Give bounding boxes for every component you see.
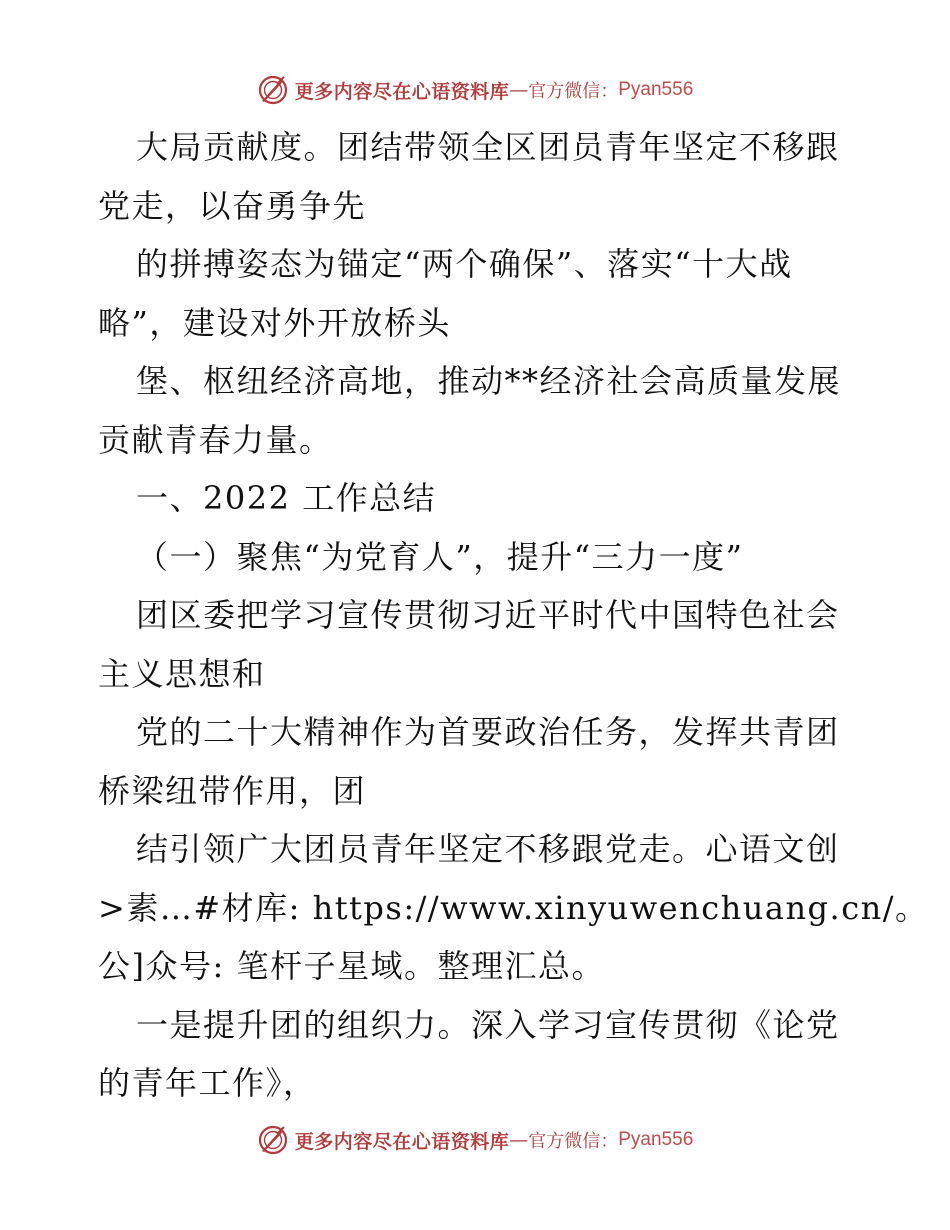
body-line: 的青年工作》，: [98, 1064, 317, 1102]
body-line: 贡献青春力量。: [98, 420, 333, 459]
body-line: 公]众号: 笔杆子星域。整理汇总。: [98, 947, 605, 985]
body-line: 结引领广大团员青年坚定不移跟党走。心语文创: [136, 830, 840, 868]
body-line: >素…#材库: https://www.xinyuwenchuang.cn/。: [98, 888, 929, 927]
body-line: 团区委把学习宣传贯彻习近平时代中国特色社会: [136, 596, 840, 634]
section-heading: 一、2022 工作总结: [136, 479, 437, 517]
body-line: 党走，以奋勇争先: [98, 186, 367, 225]
subsection-heading: （一）聚焦“为党育人”，提升“三力一度”: [136, 537, 744, 576]
body-line: 一是提升团的组织力。深入学习宣传贯彻《论党: [136, 1005, 840, 1044]
quill-pen-logo-icon: [257, 1124, 289, 1156]
header-banner: [0, 70, 950, 110]
body-line: 略”，建设对外开放桥头: [98, 303, 451, 342]
footer-separator: —: [509, 1129, 529, 1151]
header-separator: —: [509, 79, 529, 101]
document-body: [98, 118, 929, 1113]
header-banner-text: 更多内容尽在心语资料库: [294, 80, 510, 103]
body-line: 桥梁纽带作用，团: [98, 771, 367, 810]
body-line: 主义思想和: [98, 654, 266, 693]
header-wechat-label: 官方微信：: [528, 81, 619, 102]
header-wechat-id: Pyan556: [618, 79, 694, 100]
body-line: 大局贡献度。团结带领全区团员青年坚定不移跟: [136, 128, 840, 166]
footer-banner: [0, 1120, 950, 1160]
body-line: 堡、枢纽经济高地，推动**经济社会高质量发展: [136, 362, 842, 400]
footer-wechat-label: 官方微信：: [528, 1131, 619, 1152]
footer-banner-text: 更多内容尽在心语资料库: [294, 1130, 510, 1153]
body-line: 党的二十大精神作为首要政治任务，发挥共青团: [136, 713, 840, 751]
quill-pen-logo-icon: [257, 74, 289, 106]
body-line: 的拼搏姿态为锚定“两个确保”、落实“十大战: [136, 245, 793, 283]
footer-wechat-id: Pyan556: [618, 1129, 694, 1150]
